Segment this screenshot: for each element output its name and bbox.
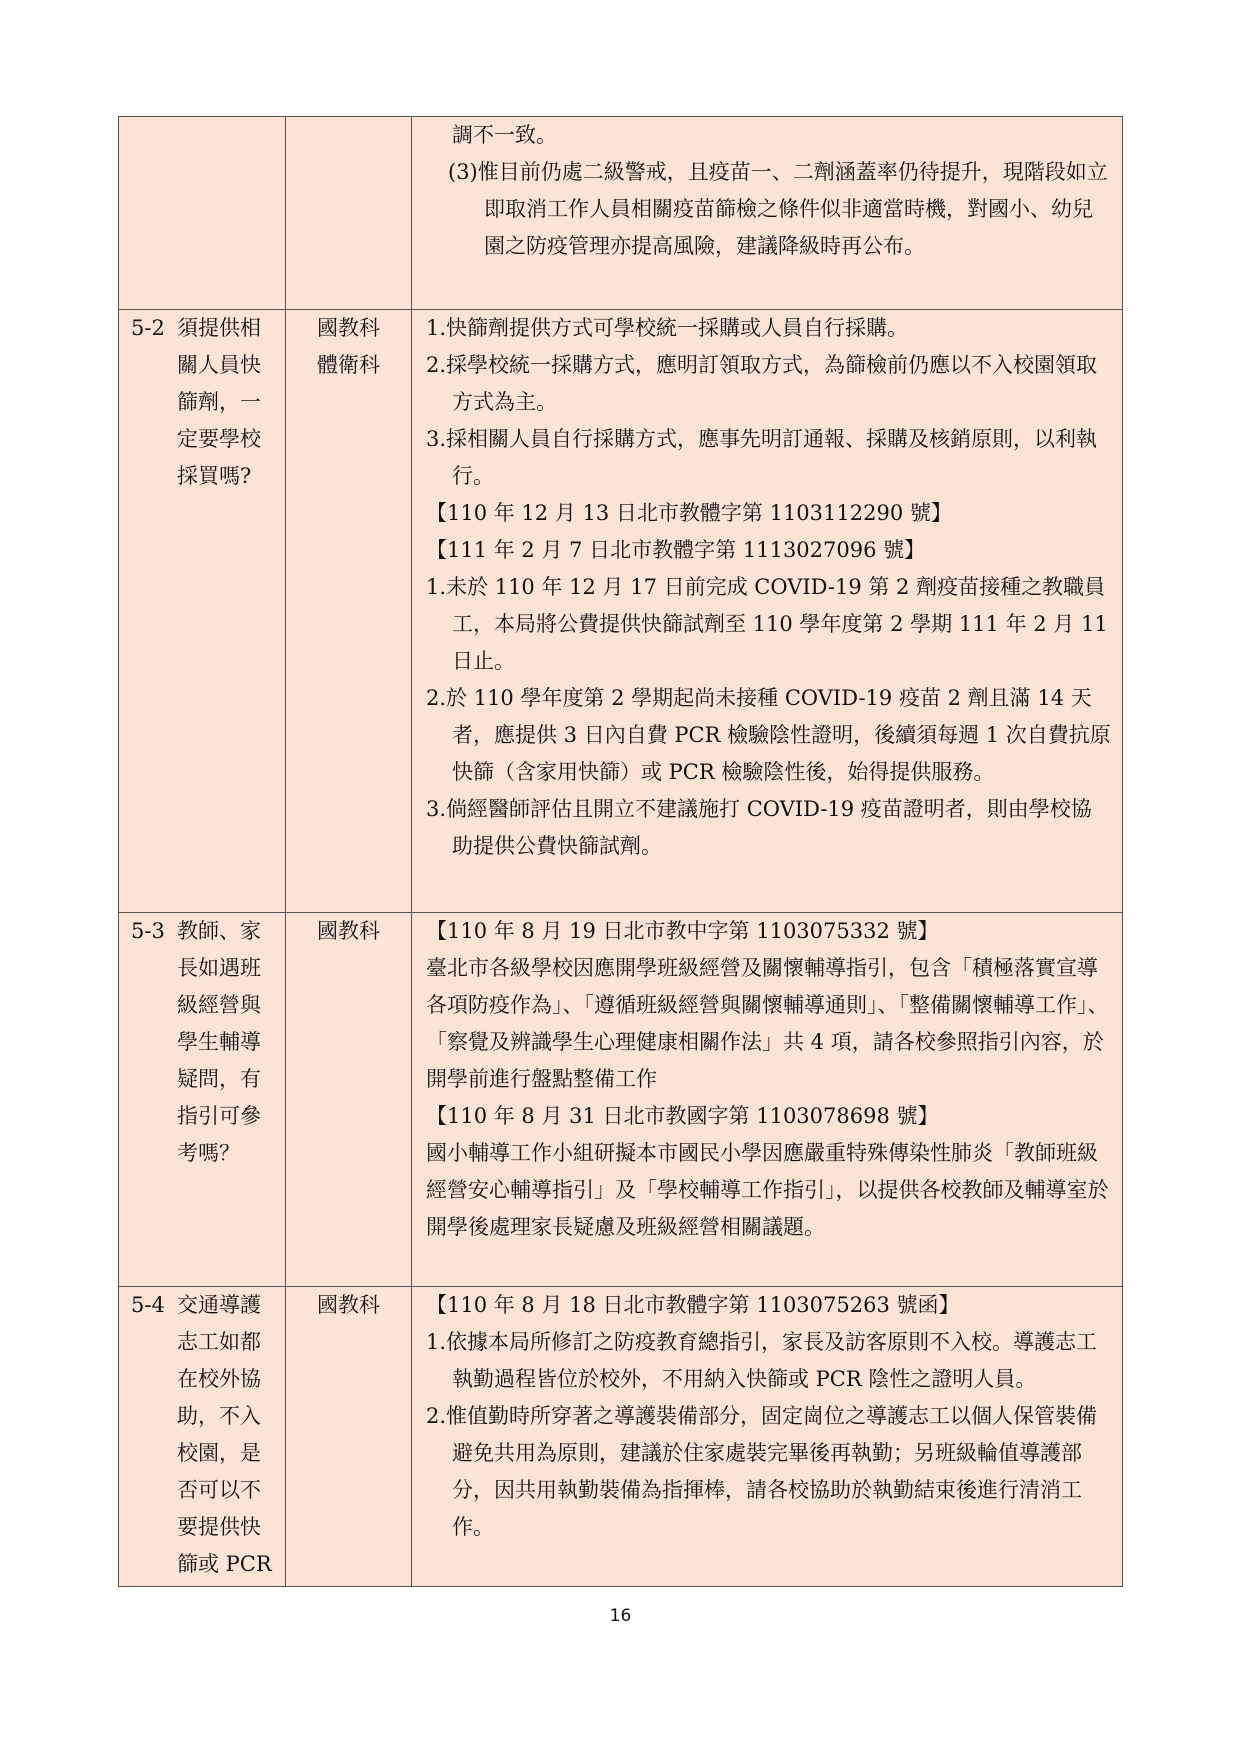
unit-cell: [286, 913, 412, 1287]
faq-table: [118, 116, 1123, 1587]
question-line: [131, 1098, 285, 1135]
question-number: 5-3: [131, 919, 165, 943]
question-text: 須提供相: [177, 316, 261, 340]
answer-cell: [412, 913, 1123, 1287]
answer-list-item: 1.快篩劑提供方式可學校統一採購或人員自行採購。: [426, 316, 909, 340]
question-line: [131, 1435, 285, 1472]
unit-cell: [286, 1287, 412, 1587]
question-line: [131, 1287, 285, 1324]
answer-list-item: 3.採相關人員自行採購方式，應事先明訂通報、採購及核銷原則，以利執行。: [426, 427, 1098, 488]
question-text: 志工如都: [177, 1330, 261, 1354]
question-cell: [119, 913, 286, 1287]
question-line: [131, 1024, 285, 1061]
answer-paragraph: 國小輔導工作小組研擬本市國民小學因應嚴重特殊傳染性肺炎「教師班級經營安心輔導指引」及「學校輔導工作指引」，以提供各校教師及輔導室於開學後處理家長疑慮及班級經營相關議題。: [426, 1141, 1109, 1239]
unit-cell: [286, 117, 412, 310]
question-text: 篩或 PCR: [177, 1552, 272, 1576]
question-text: 要提供快: [177, 1515, 261, 1539]
question-text: 考嗎？: [177, 1141, 240, 1165]
table-row: [119, 117, 1123, 310]
question-line: [131, 1061, 285, 1098]
answer-list-item: 2.於 110 學年度第 2 學期起尚未接種 COVID-19 疫苗 2 劑且滿 14 天者，應提供 3 日內自費 PCR 檢驗陰性證明，後續須每週 1 次自費抗原快篩（含家用快篩）或 PCR 檢驗陰性後，始得提供服務。: [426, 686, 1111, 784]
question-line: [131, 1546, 285, 1583]
table-row: [119, 913, 1123, 1287]
question-text: 關人員快: [177, 353, 261, 377]
question-line: [131, 1324, 285, 1361]
question-text: 教師、家: [177, 919, 261, 943]
answer-list-item: 1.未於 110 年 12 月 17 日前完成 COVID-19 第 2 劑疫苗接種之教職員工，本局將公費提供快篩試劑至 110 學年度第 2 學期 111 年 2 月 11 日止。: [426, 575, 1108, 673]
question-text: 校園，是: [177, 1441, 261, 1465]
answer-paragraph: 臺北市各級學校因應開學班級經營及關懷輔導指引，包含「積極落實宣導各項防疫作為」、「遵循班級經營與關懷輔導通則」、「整備關懷輔導工作」、「察覺及辨識學生心理健康相關作法」共 4 項，請各校參照指引內容，於開學前進行盤點整備工作: [426, 956, 1109, 1091]
answer-paragraph: 【110 年 8 月 31 日北市教國字第 1103078698 號】: [426, 1104, 939, 1128]
question-line: [131, 310, 285, 347]
question-number: 5-4: [131, 1293, 165, 1317]
question-text: 否可以不: [177, 1478, 261, 1502]
question-line: [131, 1361, 285, 1398]
answer-list-item: 3.倘經醫師評估且開立不建議施打 COVID-19 疫苗證明者，則由學校協助提供公費快篩試劑。: [426, 797, 1092, 858]
question-text: 在校外協: [177, 1367, 261, 1391]
question-number: 5-2: [131, 316, 165, 340]
question-line: [131, 913, 285, 950]
question-line: [131, 458, 285, 495]
answer-cell: [412, 1287, 1123, 1587]
answer-paragraph: 【111 年 2 月 7 日北市教體字第 1113027096 號】: [426, 538, 926, 562]
answer-list-item: 2.惟值勤時所穿著之導護裝備部分，固定崗位之導護志工以個人保管裝備避免共用為原則，建議於住家處裝完畢後再執勤；另班級輪值導護部分，因共用執勤裝備為指揮棒，請各校協助於執勤結束後進行清消工作。: [426, 1404, 1098, 1539]
question-cell: [119, 117, 286, 310]
question-text: 指引可參: [177, 1104, 261, 1128]
answer-list-item: 2.採學校統一採購方式，應明訂領取方式，為篩檢前仍應以不入校園領取方式為主。: [426, 353, 1098, 414]
question-line: [131, 987, 285, 1024]
question-line: [131, 950, 285, 987]
answer-list-item: 1.依據本局所修訂之防疫教育總指引，家長及訪客原則不入校。導護志工執勤過程皆位於校外，不用納入快篩或 PCR 陰性之證明人員。: [426, 1330, 1098, 1391]
question-line: [131, 421, 285, 458]
answer-cell: [412, 310, 1123, 913]
question-line: [131, 1509, 285, 1546]
responsible-unit: 國教科: [317, 1293, 380, 1317]
table-row: [119, 310, 1123, 913]
question-text: 級經營與: [177, 993, 261, 1017]
question-text: 篩劑，一: [177, 390, 261, 414]
responsible-unit: 體衛科: [317, 353, 380, 377]
question-text: 定要學校: [177, 427, 261, 451]
question-cell: [119, 310, 286, 913]
answer-paragraph: 【110 年 8 月 19 日北市教中字第 1103075332 號】: [426, 919, 939, 943]
answer-paragraph: 【110 年 8 月 18 日北市教體字第 1103075263 號函】: [426, 1293, 960, 1317]
question-text: 交通導護: [177, 1293, 261, 1317]
table-row: [119, 1287, 1123, 1587]
answer-cell: [412, 117, 1123, 310]
question-text: 採買嗎?: [177, 464, 252, 488]
question-text: 學生輔導: [177, 1030, 261, 1054]
unit-cell: [286, 310, 412, 913]
question-line: [131, 384, 285, 421]
responsible-unit: 國教科: [317, 919, 380, 943]
answer-paragraph: 【110 年 12 月 13 日北市教體字第 1103112290 號】: [426, 501, 952, 525]
responsible-unit: 國教科: [317, 316, 380, 340]
page-number: 16: [609, 1606, 632, 1626]
question-cell: [119, 1287, 286, 1587]
question-line: [131, 347, 285, 384]
question-line: [131, 1398, 285, 1435]
question-text: 長如遇班: [177, 956, 261, 980]
answer-paragraph: 調不一致。: [452, 123, 557, 147]
question-line: [131, 1135, 285, 1172]
question-text: 疑問，有: [177, 1067, 261, 1091]
question-text: 助，不入: [177, 1404, 261, 1428]
table-body: [119, 117, 1123, 1587]
question-line: [131, 1472, 285, 1509]
answer-list-item: (3)惟目前仍處二級警戒，且疫苗一、二劑涵蓋率仍待提升，現階段如立即取消工作人員相關疫苗篩檢之條件似非適當時機，對國小、幼兒園之防疫管理亦提高風險，建議降級時再公布。: [448, 160, 1108, 258]
